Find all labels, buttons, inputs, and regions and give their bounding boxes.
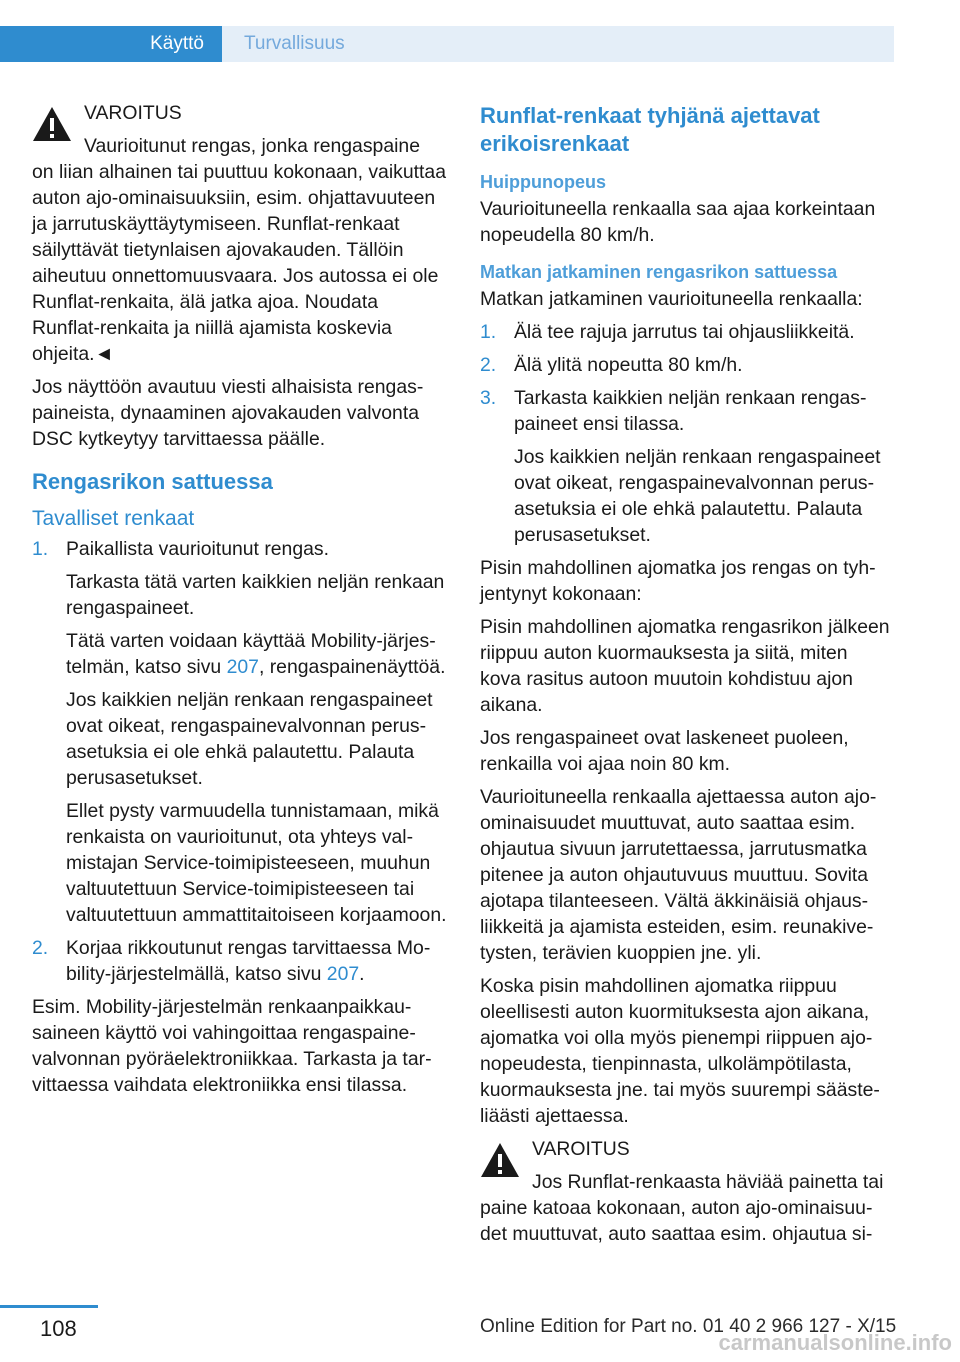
- footer-rule: [0, 1305, 98, 1308]
- minor-heading: Matkan jatkaminen rengasrikon sattuessa: [480, 262, 838, 282]
- list-number: 1.: [32, 538, 49, 560]
- list-subparagraph: Ellet pysty varmuudella tunnistamaan, mikä renkaista on vaurioitunut, ota yhteys valmistajan Service-toimipisteeseen, muuhun valtuutettuun Service-toimipisteeseen tai valtuutettuun ammattitaitoiseen korjaamoon.: [66, 800, 447, 926]
- edition-label: Online Edition for Part no. 01 40 2 966 127 - X/15: [480, 1316, 897, 1337]
- page-header: [0, 0, 960, 62]
- warning-box: [480, 1136, 892, 1247]
- warning-title: VAROITUS: [84, 102, 182, 124]
- paragraph: Jos rengaspaineet ovat laskeneet puoleen, renkailla voi ajaa noin 80 km.: [480, 727, 849, 775]
- left-column: [32, 100, 450, 1105]
- list-number: 1.: [480, 321, 497, 343]
- list-item: [32, 935, 450, 987]
- paragraph: Jos näyttöön avautuu viesti alhaisista rengaspaineista, dynaaminen ajovakauden valvonta DSC kytkeytyy tarvittaessa päälle.: [32, 376, 424, 450]
- list-number: 2.: [480, 354, 497, 376]
- list-text: Tarkasta kaikkien neljän renkaan rengaspaineet ensi tilassa.: [514, 387, 867, 435]
- paragraph: Pisin mahdollinen ajomatka rengasrikon jälkeen riippuu auton kuormauksesta ja siitä, miten kova rasitus autoon muutoin kohdistuu ajon aikana.: [480, 616, 890, 716]
- warning-text-first: Jos Runflat-renkaasta häviää painetta tai: [532, 1171, 884, 1193]
- list-number: 2.: [32, 937, 49, 959]
- section-heading: Rengasrikon sattuessa: [32, 469, 273, 494]
- warning-text: on liian alhainen tai puuttuu kokonaan, vaikuttaa auton ajo-ominaisuuksiin, esim. ohjattavuuteen ja jarrutuskäyttäytymiseen. Runflat-renkaat säilyttävät tietynlaisen ajovakauden. Tällöin aiheutuu onnettomuusvaara. Jos autossa ei ole Runflat-renkaita, älä jatka ajoa. Noudata Runflat-renkaita ja niillä ajamista koskevia ohjeita.◄: [32, 161, 446, 365]
- warning-text-first: Vaurioitunut rengas, jonka rengaspaine: [84, 135, 420, 157]
- warning-text: paine katoaa kokonaan, auton ajo-ominaisuudet muuttuvat, auto saattaa esim. ohjautua si-: [480, 1197, 873, 1245]
- warning-title: VAROITUS: [532, 1138, 630, 1160]
- paragraph: Matkan jatkaminen vaurioituneella renkaalla:: [480, 288, 863, 310]
- page-link[interactable]: 207: [226, 656, 259, 678]
- paragraph: Vaurioituneella renkaalla saa ajaa korkeintaan nopeudella 80 km/h.: [480, 198, 876, 246]
- paragraph: Koska pisin mahdollinen ajomatka riippuu oleellisesti auton kuormituksesta ajon aikana, ajomatka voi olla myös pienempi riippuen ajonopeudesta, tienpinnasta, ulkolämpötilasta, kuormauksesta jne. tai myös suurempi säästeliäästi ajettaessa.: [480, 975, 880, 1127]
- list-number: 3.: [480, 387, 497, 409]
- paragraph: Vaurioituneella renkaalla ajettaessa auton ajoominaisuudet muuttuvat, auto saattaa esim. ohjautua sivuun jarrutettaessa, jarrutusmatka pitenee ja auton ohjautuvuus muuttuu. Sovita ajotapa tilanteeseen. Vältä äkkinäisiä ohjausliikkeitä ja ajamista esteiden, esim. reunakivetysten, terävien kuoppien jne. yli.: [480, 786, 877, 964]
- list-text: Korjaa rikkoutunut rengas tarvittaessa Mobility-järjestelmällä, katso sivu 207.: [66, 937, 431, 985]
- page-link[interactable]: 207: [326, 963, 360, 985]
- section-tab-active[interactable]: Käyttö: [0, 26, 222, 62]
- list-item: [480, 385, 892, 548]
- right-column: [480, 100, 892, 1254]
- list-item: [32, 536, 450, 928]
- warning-box: [32, 100, 450, 367]
- list-text: Älä ylitä nopeutta 80 km/h.: [514, 354, 743, 376]
- subsection-heading: Tavalliset renkaat: [32, 507, 195, 530]
- minor-heading: Huippunopeus: [480, 172, 606, 192]
- watermark: carmanualsonline.info: [718, 1330, 952, 1355]
- list-subparagraph: Jos kaikkien neljän renkaan rengaspaineet ovat oikeat, rengaspainevalvonnan perusasetuksia ei ole ehkä palautettu. Palauta perusasetukset.: [514, 446, 881, 546]
- list-subparagraph: Jos kaikkien neljän renkaan rengaspaineet ovat oikeat, rengaspainevalvonnan perusasetuksia ei ole ehkä palautettu. Palauta perusasetukset.: [66, 689, 433, 789]
- warning-triangle-icon: [32, 106, 72, 142]
- list-item: [480, 319, 892, 345]
- list-item: [480, 352, 892, 378]
- paragraph: Pisin mahdollinen ajomatka jos rengas on tyhjentynyt kokonaan:: [480, 557, 876, 605]
- warning-triangle-icon: [480, 1142, 520, 1178]
- list-text: Paikallista vaurioitunut rengas.: [66, 538, 329, 560]
- section-tab-inactive[interactable]: Turvallisuus: [222, 26, 894, 62]
- list-subparagraph: Tarkasta tätä varten kaikkien neljän renkaan rengaspaineet.: [66, 571, 445, 619]
- section-heading: Runflat-renkaat tyhjänä ajettavat erikoisrenkaat: [480, 103, 820, 156]
- paragraph: Esim. Mobility-järjestelmän renkaanpaikkausaineen käyttö voi vahingoittaa rengaspainevalvonnan pyöräelektroniikkaa. Tarkasta ja tarvittaessa vaihdata elektroniikka ensi tilassa.: [32, 996, 432, 1096]
- page-number: 108: [40, 1316, 77, 1341]
- list-subparagraph: Tätä varten voidaan käyttää Mobility-järjestelmän, katso sivu 207, rengaspainenäyttöä.: [66, 630, 446, 678]
- list-text: Älä tee rajuja jarrutus tai ohjausliikkeitä.: [514, 321, 855, 343]
